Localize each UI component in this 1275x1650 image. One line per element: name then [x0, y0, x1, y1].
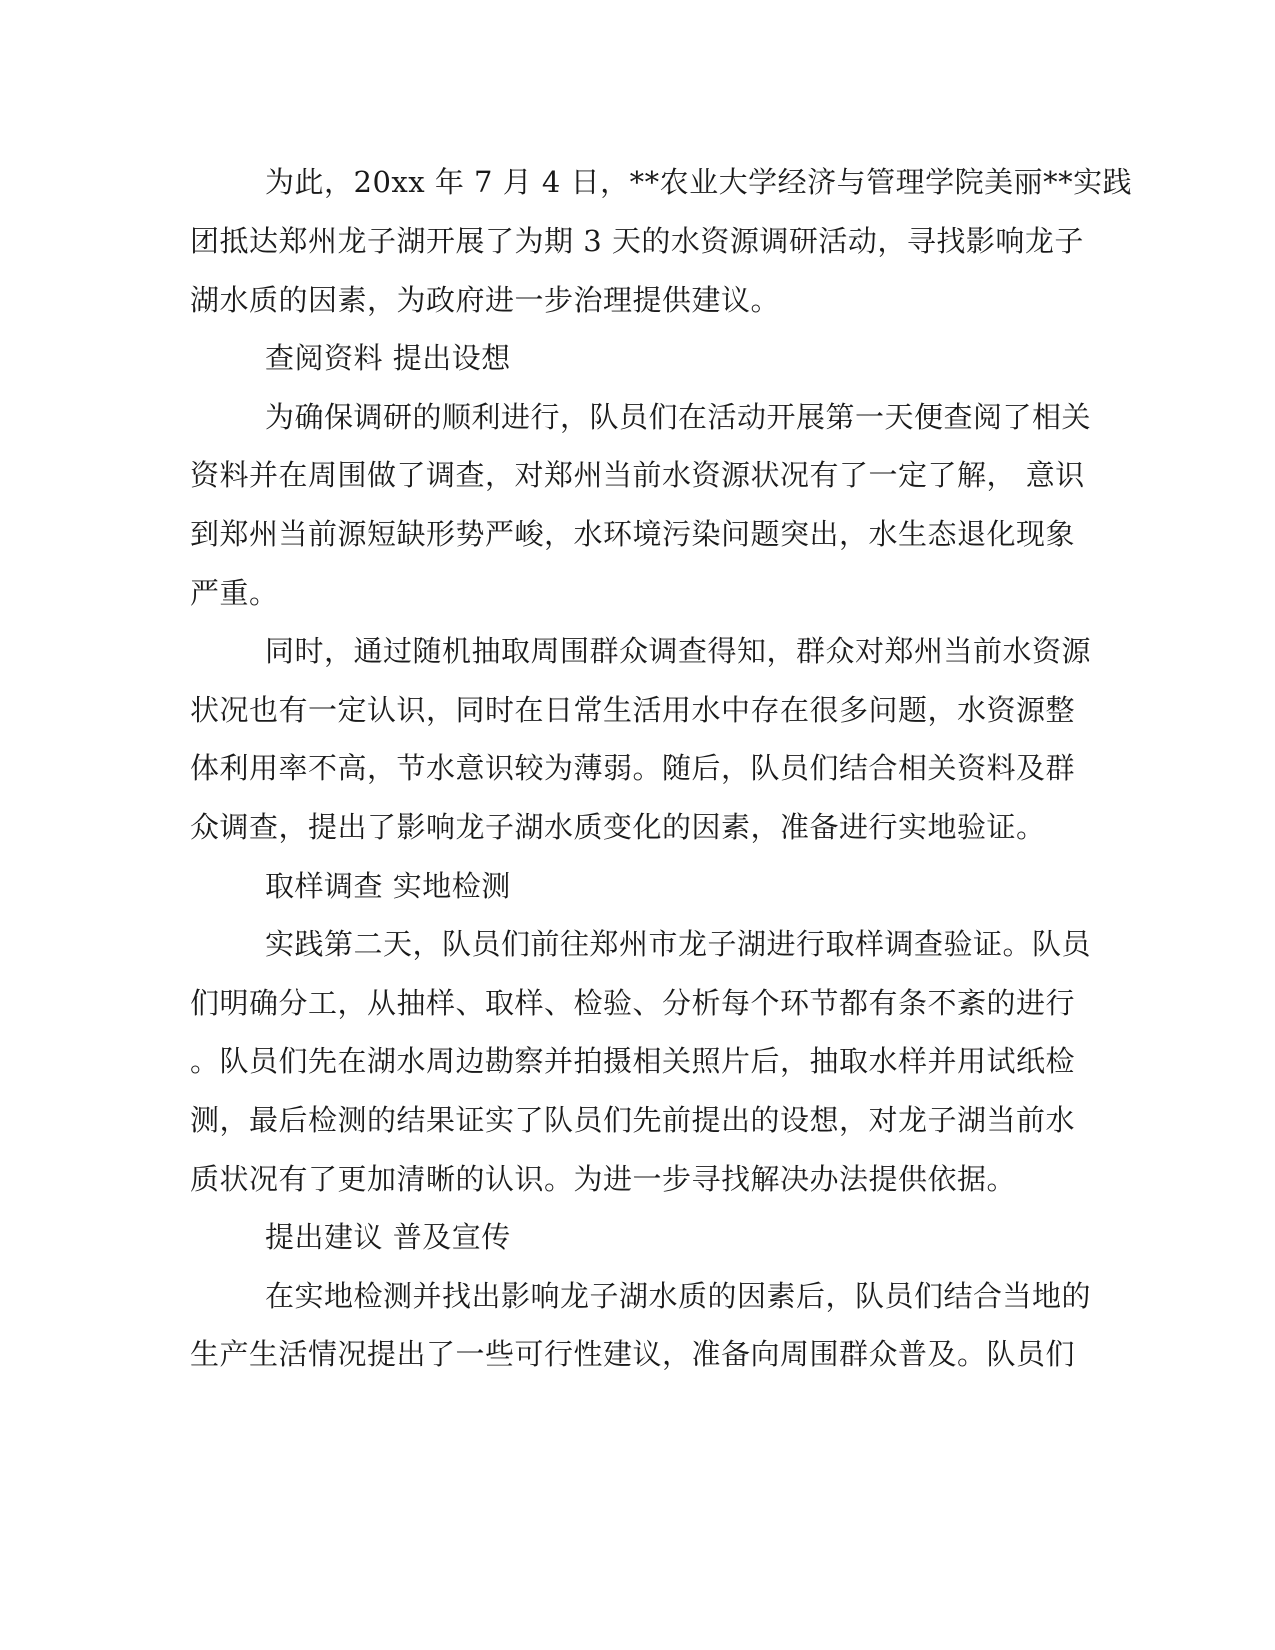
paragraph-line: 测，最后检测的结果证实了队员们先前提出的设想，对龙子湖当前水: [190, 1103, 1076, 1137]
paragraph-line: 团抵达郑州龙子湖开展了为期 3 天的水资源调研活动，寻找影响龙子: [190, 224, 1084, 258]
paragraph-line: 质状况有了更加清晰的认识。为进一步寻找解决办法提供依据。: [190, 1162, 1017, 1196]
paragraph-line: 状况也有一定认识，同时在日常生活用水中存在很多问题，水资源整: [190, 693, 1076, 727]
paragraph-line: 在实地检测并找出影响龙子湖水质的因素后，队员们结合当地的: [265, 1279, 1092, 1313]
paragraph-line: 实践第二天，队员们前往郑州市龙子湖进行取样调查验证。队员: [265, 927, 1092, 961]
section-heading: 查阅资料 提出设想: [265, 341, 511, 375]
paragraph-line: 为确保调研的顺利进行，队员们在活动开展第一天便查阅了相关: [265, 400, 1092, 434]
paragraph-line: 到郑州当前源短缺形势严峻，水环境污染问题突出，水生态退化现象: [190, 517, 1076, 551]
paragraph-line: 严重。: [190, 576, 279, 610]
paragraph-line: 们明确分工，从抽样、取样、检验、分析每个环节都有条不紊的进行: [190, 986, 1076, 1020]
paragraph-line: 。队员们先在湖水周边勘察并拍摄相关照片后，抽取水样并用试纸检: [190, 1044, 1076, 1078]
paragraph-line: 生产生活情况提出了一些可行性建议，准备向周围群众普及。队员们: [190, 1337, 1076, 1371]
section-heading: 提出建议 普及宣传: [265, 1220, 511, 1254]
paragraph-line: 同时，通过随机抽取周围群众调查得知，群众对郑州当前水资源: [265, 634, 1092, 668]
paragraph-line: 资料并在周围做了调查，对郑州当前水资源状况有了一定了解， 意识: [190, 458, 1085, 492]
paragraph-line: 为此，20xx 年 7 月 4 日，**农业大学经济与管理学院美丽**实践: [265, 165, 1133, 199]
paragraph-line: 湖水质的因素，为政府进一步治理提供建议。: [190, 283, 781, 317]
section-heading: 取样调查 实地检测: [265, 869, 511, 903]
paragraph-line: 众调查，提出了影响龙子湖水质变化的因素，准备进行实地验证。: [190, 810, 1046, 844]
paragraph-line: 体利用率不高，节水意识较为薄弱。随后，队员们结合相关资料及群: [190, 751, 1076, 785]
